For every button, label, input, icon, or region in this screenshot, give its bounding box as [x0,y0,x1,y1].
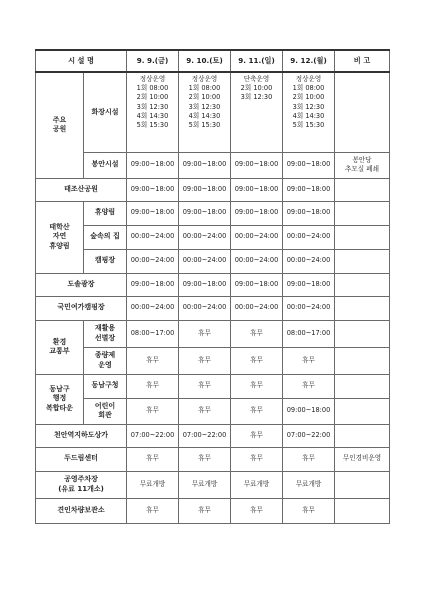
table-row [36,249,390,273]
hours-cell: 09:00~18:00 [231,178,283,201]
hours-cell: 휴무 [127,398,179,424]
facility-name-line: 동남구청 [91,381,119,390]
header-date-2: 9. 10.(토) [179,50,231,72]
facility-name-line: 공영주차장 [64,475,98,484]
hours-cell: 휴무 [179,498,231,523]
remarks-cell [335,347,390,374]
schedule-slot: 5회 15:30 [188,121,221,130]
remarks-cell [335,320,390,347]
table-row [36,273,390,296]
table-row [36,152,390,178]
schedule-status: 정상운영 [139,75,166,83]
hours-cell: 휴무 [283,374,335,398]
group-dongnam [36,374,84,424]
table-row [36,225,390,249]
remarks-cell [335,498,390,523]
hours-cell: 휴무 [127,447,179,471]
facility-name-line: 회관 [98,411,112,419]
group-jubong [36,72,84,178]
header-date-4: 9. 12.(월) [283,50,335,72]
hours-cell: 휴무 [283,347,335,374]
group-label-line: 환경 [52,337,67,346]
table-row [36,447,390,471]
table-row [36,296,390,320]
remarks-cell [335,374,390,398]
hours-cell: 07:00~22:00 [179,424,231,447]
hours-cell: 09:00~18:00 [127,152,179,178]
hours-cell: 휴무 [283,498,335,523]
hours-cell: 09:00~18:00 [283,152,335,178]
remarks-cell [335,72,390,152]
hours-cell: 08:00~17:00 [283,320,335,347]
hours-cell: 휴무 [179,374,231,398]
hours-cell: 09:00~18:00 [127,273,179,296]
group-taehaksan [36,201,84,273]
hours-cell: 09:00~18:00 [283,201,335,225]
group-hwangyeong [36,320,84,374]
table-row [36,72,390,152]
hours-cell: 휴무 [231,347,283,374]
hours-cell: 휴무 [231,374,283,398]
table-row [36,201,390,225]
hours-cell: 07:00~22:00 [127,424,179,447]
facility-name: 견인차량보관소 [36,498,127,523]
schedule-slot: 1회 08:00 [136,84,169,93]
facility-name-line: 선별장 [94,333,116,342]
remarks-cell [335,424,390,447]
hours-cell: 09:00~18:00 [283,273,335,296]
schedule-slot: 2회 10:00 [292,93,325,102]
header-date-1: 9. 9.(금) [127,50,179,72]
group-label-line: 자연 [52,232,67,241]
hours-cell: 09:00~18:00 [179,201,231,225]
group-label-line: 휴양림 [49,241,70,250]
hours-cell: 휴무 [127,374,179,398]
hours-cell: 00:00~24:00 [283,249,335,273]
facility-name [36,471,127,498]
hours-cell: 00:00~24:00 [231,296,283,320]
schedule-status: 정상운영 [191,75,218,83]
facility-name: 화장시설 [84,72,127,152]
hours-cell: 무료개방 [179,471,231,498]
hours-cell: 휴무 [231,320,283,347]
header-date-3: 9. 11.(일) [231,50,283,72]
remarks-line: 추모실 폐쇄 [345,165,379,173]
hours-cell: 휴무 [127,498,179,523]
hours-cell: 00:00~24:00 [127,249,179,273]
hours-cell: 09:00~18:00 [179,152,231,178]
schedule-slot: 4회 14:30 [188,111,221,120]
hours-cell: 00:00~24:00 [127,225,179,249]
hours-cell: 무료개방 [231,471,283,498]
hours-cell: 00:00~24:00 [179,249,231,273]
remarks-cell [335,296,390,320]
hours-cell: 00:00~24:00 [179,225,231,249]
hours-cell: 00:00~24:00 [179,296,231,320]
remarks-cell [335,273,390,296]
facility-name: 휴양림 [84,201,127,225]
header-remarks: 비 고 [335,50,390,72]
remarks-cell [335,225,390,249]
group-label-line: 동남구 [49,385,70,394]
hours-cell: 09:00~18:00 [283,398,335,424]
table-row [36,374,390,398]
hours-cell: 무료개방 [127,471,179,498]
facility-name [84,374,127,398]
operating-hours-table [35,49,390,524]
schedule-slot: 2회 10:00 [188,93,221,102]
facility-name-line: 종량제 [94,351,116,360]
facility-name: 캠핑장 [84,249,127,273]
hours-cell: 휴무 [179,398,231,424]
remarks-cell [335,152,390,178]
hours-cell: 09:00~18:00 [231,152,283,178]
schedule-cell-1 [127,72,179,152]
remarks-cell [335,471,390,498]
hours-cell: 09:00~18:00 [179,178,231,201]
hours-cell: 휴무 [283,447,335,471]
hours-cell: 00:00~24:00 [127,296,179,320]
schedule-cell-3 [231,72,283,152]
hours-cell: 휴무 [231,498,283,523]
remarks-cell [335,178,390,201]
schedule-slot: 3회 12:30 [188,102,221,111]
group-label-line: 교통부 [49,347,70,355]
hours-cell: 09:00~18:00 [231,201,283,225]
hours-cell: 휴무 [179,320,231,347]
facility-name [84,398,127,424]
hours-cell: 00:00~24:00 [231,225,283,249]
schedule-slot: 5회 15:30 [136,121,169,130]
remarks-cell [335,249,390,273]
table-row [36,178,390,201]
facility-name: 국민여가캠핑장 [36,296,127,320]
hours-cell: 09:00~18:00 [127,201,179,225]
facility-name-line: (유료 11개소) [58,484,104,493]
schedule-slot: 4회 14:30 [292,111,325,120]
table-row [36,320,390,347]
schedule-slot: 2회 10:00 [240,84,273,93]
schedule-slot: 3회 12:30 [240,93,273,102]
hours-cell: 휴무 [179,347,231,374]
schedule-slot: 2회 10:00 [136,93,169,102]
facility-name: 도솔광장 [36,273,127,296]
facility-name: 숲속의 집 [84,225,127,249]
hours-cell: 휴무 [231,398,283,424]
table-row [36,471,390,498]
hours-cell: 00:00~24:00 [231,249,283,273]
group-label-line: 행정 [52,394,67,403]
hours-cell: 휴무 [127,347,179,374]
schedule-cell-2 [179,72,231,152]
hours-cell: 00:00~24:00 [283,296,335,320]
schedule-status: 정상운영 [295,75,322,83]
schedule-cell-4 [283,72,335,152]
remarks-cell [335,398,390,424]
remarks-cell [335,201,390,225]
facility-name-line: 운영 [98,360,112,369]
schedule-slot: 4회 14:30 [136,111,169,120]
facility-name: 두드림센터 [36,447,127,471]
facility-name: 태조산공원 [36,178,127,201]
hours-cell: 00:00~24:00 [283,225,335,249]
schedule-slot: 5회 15:30 [292,121,325,130]
hours-cell: 무료개방 [283,471,335,498]
schedule-status: 단축운영 [243,75,270,83]
schedule-slot: 1회 08:00 [188,84,221,93]
schedule-slot: 3회 12:30 [292,102,325,111]
group-label-line: 태학산 [49,223,70,232]
facility-name: 봉안시설 [84,152,127,178]
remarks-line: 봉안당 [352,155,372,164]
group-label-line: 주요 [52,116,67,125]
hours-cell: 휴무 [231,447,283,471]
group-label-line: 공원 [52,125,67,134]
table-row [36,498,390,523]
table-row [36,424,390,447]
facility-name-line: 어린이 [94,401,116,410]
hours-cell: 09:00~18:00 [283,178,335,201]
facility-name: 천안역지하도상가 [36,424,127,447]
schedule-slot: 3회 12:30 [136,102,169,111]
hours-cell: 휴무 [179,447,231,471]
facility-name [84,347,127,374]
hours-cell: 09:00~18:00 [127,178,179,201]
hours-cell: 09:00~18:00 [179,273,231,296]
hours-cell: 휴무 [231,424,283,447]
table-row [36,398,390,424]
header-facility: 시 설 명 [36,50,127,72]
hours-cell: 08:00~17:00 [127,320,179,347]
facility-name [84,320,127,347]
remarks-cell: 무인경비운영 [335,447,390,471]
group-label-line: 복합타운 [45,403,74,412]
hours-cell: 09:00~18:00 [231,273,283,296]
hours-cell: 07:00~22:00 [283,424,335,447]
table-row [36,347,390,374]
header-row [36,50,390,72]
schedule-slot: 1회 08:00 [292,84,325,93]
facility-name-line: 재활용 [94,324,116,333]
